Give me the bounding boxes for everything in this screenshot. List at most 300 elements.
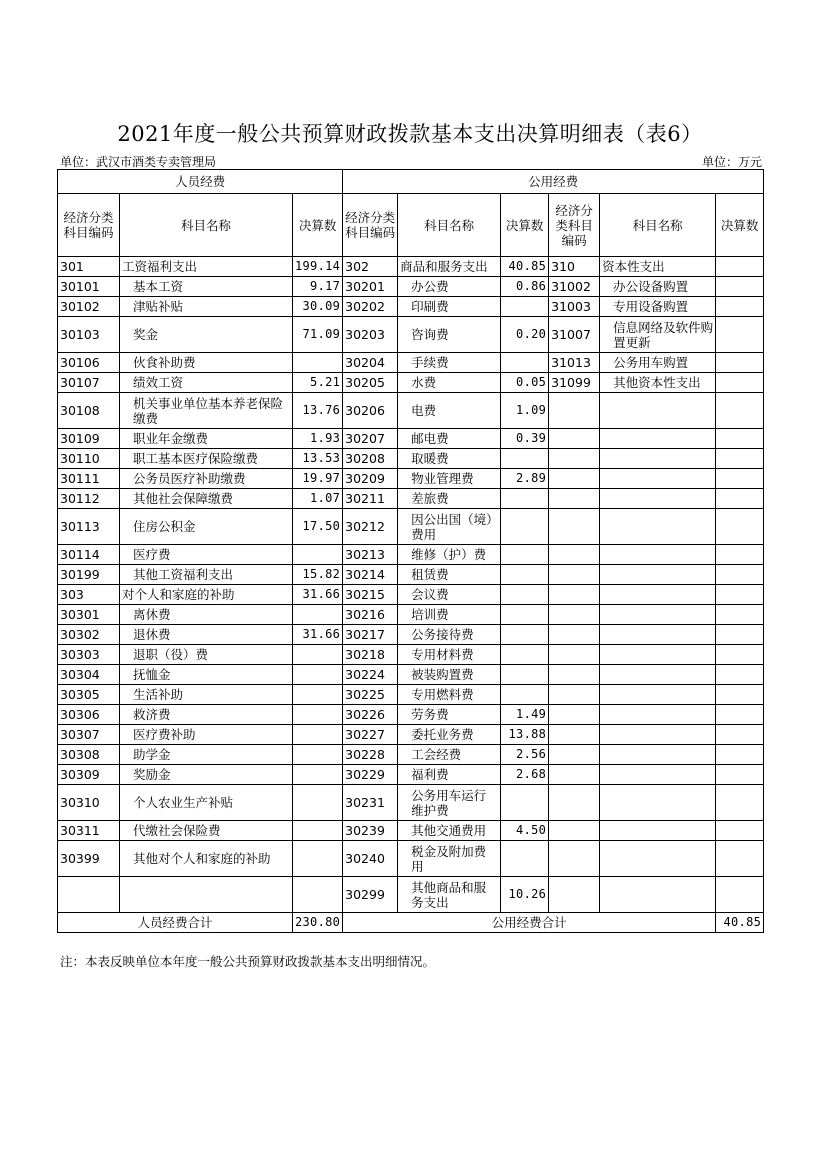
- code-cell: 30303: [58, 645, 120, 665]
- code-cell: 30107: [58, 373, 120, 393]
- name-cell: [600, 685, 716, 705]
- name-cell: 医疗费: [120, 545, 293, 565]
- col-header-code: 经济分类科目编码: [343, 194, 398, 257]
- name-cell: [600, 765, 716, 785]
- name-cell: 租赁费: [398, 565, 501, 585]
- code-cell: 30214: [343, 565, 398, 585]
- name-cell: 退休费: [120, 625, 293, 645]
- code-cell: [549, 489, 600, 509]
- name-cell: 其他资本性支出: [600, 373, 716, 393]
- col-header-name: 科目名称: [600, 194, 716, 257]
- table-row: [58, 665, 764, 685]
- amount-cell: [501, 353, 549, 373]
- code-cell: [549, 545, 600, 565]
- amount-unit: 单位：万元: [701, 155, 762, 169]
- code-cell: [549, 645, 600, 665]
- amount-cell: [293, 877, 343, 913]
- code-cell: 30399: [58, 841, 120, 877]
- code-cell: 30204: [343, 353, 398, 373]
- name-cell: 机关事业单位基本养老保险缴费: [120, 393, 293, 429]
- amount-cell: 1.93: [293, 429, 343, 449]
- amount-cell: [501, 509, 549, 545]
- name-cell: 培训费: [398, 605, 501, 625]
- code-cell: [549, 877, 600, 913]
- amount-cell: 4.50: [501, 821, 549, 841]
- name-cell: 其他对个人和家庭的补助: [120, 841, 293, 877]
- name-cell: 其他交通费用: [398, 821, 501, 841]
- name-cell: [600, 489, 716, 509]
- code-cell: [549, 429, 600, 449]
- code-cell: 30301: [58, 605, 120, 625]
- amount-cell: [501, 605, 549, 625]
- amount-cell: [716, 565, 764, 585]
- name-cell: 离休费: [120, 605, 293, 625]
- amount-cell: [293, 765, 343, 785]
- name-cell: [120, 877, 293, 913]
- code-cell: 30101: [58, 277, 120, 297]
- table-row: [58, 353, 764, 373]
- amount-cell: 13.88: [501, 725, 549, 745]
- name-cell: 专用燃料费: [398, 685, 501, 705]
- amount-cell: [716, 509, 764, 545]
- code-cell: 30113: [58, 509, 120, 545]
- name-cell: 助学金: [120, 745, 293, 765]
- col-header-name: 科目名称: [398, 194, 501, 257]
- table-row: [58, 545, 764, 565]
- code-cell: 30231: [343, 785, 398, 821]
- code-cell: 31013: [549, 353, 600, 373]
- amount-cell: 9.17: [293, 277, 343, 297]
- amount-cell: [716, 373, 764, 393]
- name-cell: [600, 665, 716, 685]
- name-cell: [600, 841, 716, 877]
- table-row: [58, 297, 764, 317]
- code-cell: [58, 877, 120, 913]
- amount-cell: [716, 725, 764, 745]
- group-public-header: 公用经费: [343, 170, 764, 194]
- amount-cell: 2.89: [501, 469, 549, 489]
- code-cell: 30304: [58, 665, 120, 685]
- code-cell: 30229: [343, 765, 398, 785]
- name-cell: 津贴补贴: [120, 297, 293, 317]
- amount-cell: [293, 821, 343, 841]
- name-cell: [600, 877, 716, 913]
- amount-cell: 1.49: [501, 705, 549, 725]
- name-cell: [600, 393, 716, 429]
- code-cell: 30308: [58, 745, 120, 765]
- name-cell: 其他工资福利支出: [120, 565, 293, 585]
- name-cell: [600, 605, 716, 625]
- code-cell: 31007: [549, 317, 600, 353]
- group-personnel-header: 人员经费: [58, 170, 343, 194]
- amount-cell: 1.07: [293, 489, 343, 509]
- amount-cell: 30.09: [293, 297, 343, 317]
- code-cell: 30224: [343, 665, 398, 685]
- name-cell: [600, 509, 716, 545]
- table-row: [58, 373, 764, 393]
- name-cell: 绩效工资: [120, 373, 293, 393]
- name-cell: 奖金: [120, 317, 293, 353]
- code-cell: [549, 705, 600, 725]
- code-cell: [549, 393, 600, 429]
- name-cell: 职业年金缴费: [120, 429, 293, 449]
- amount-cell: [716, 393, 764, 429]
- unit-label: 单位：武汉市酒类专卖管理局: [60, 155, 217, 169]
- table-row: [58, 625, 764, 645]
- public-total-label: 公用经费合计: [343, 913, 716, 933]
- table-row: [58, 565, 764, 585]
- table-row: [58, 393, 764, 429]
- name-cell: 工资福利支出: [120, 257, 293, 277]
- code-cell: [549, 605, 600, 625]
- name-cell: 因公出国（境）费用: [398, 509, 501, 545]
- code-cell: 30228: [343, 745, 398, 765]
- name-cell: [600, 645, 716, 665]
- code-cell: [549, 841, 600, 877]
- col-header-amount: 决算数: [716, 194, 764, 257]
- name-cell: [600, 625, 716, 645]
- table-row: [58, 317, 764, 353]
- name-cell: 手续费: [398, 353, 501, 373]
- amount-cell: [293, 725, 343, 745]
- amount-cell: [293, 605, 343, 625]
- amount-cell: 13.76: [293, 393, 343, 429]
- name-cell: 咨询费: [398, 317, 501, 353]
- code-cell: 31099: [549, 373, 600, 393]
- code-cell: [549, 585, 600, 605]
- amount-cell: [716, 685, 764, 705]
- amount-cell: [716, 745, 764, 765]
- amount-cell: [716, 765, 764, 785]
- name-cell: 办公设备购置: [600, 277, 716, 297]
- amount-cell: [501, 297, 549, 317]
- amount-cell: [716, 277, 764, 297]
- code-cell: [549, 821, 600, 841]
- amount-cell: 0.86: [501, 277, 549, 297]
- code-cell: 30112: [58, 489, 120, 509]
- amount-cell: 10.26: [501, 877, 549, 913]
- name-cell: [600, 585, 716, 605]
- code-cell: 30226: [343, 705, 398, 725]
- amount-cell: [501, 645, 549, 665]
- code-cell: 30205: [343, 373, 398, 393]
- name-cell: 其他商品和服务支出: [398, 877, 501, 913]
- amount-cell: [293, 645, 343, 665]
- public-total-amount: 40.85: [716, 913, 764, 933]
- expenditure-table: [57, 169, 764, 933]
- amount-cell: [501, 449, 549, 469]
- table-row: [58, 645, 764, 665]
- name-cell: 职工基本医疗保险缴费: [120, 449, 293, 469]
- amount-cell: [716, 585, 764, 605]
- amount-cell: [716, 429, 764, 449]
- name-cell: 专用设备购置: [600, 297, 716, 317]
- amount-cell: [716, 605, 764, 625]
- amount-cell: [293, 785, 343, 821]
- amount-cell: 17.50: [293, 509, 343, 545]
- code-cell: 30311: [58, 821, 120, 841]
- amount-cell: 31.66: [293, 625, 343, 645]
- code-cell: 31002: [549, 277, 600, 297]
- code-cell: [549, 625, 600, 645]
- name-cell: 商品和服务支出: [398, 257, 501, 277]
- amount-cell: 2.68: [501, 765, 549, 785]
- amount-cell: 13.53: [293, 449, 343, 469]
- amount-cell: 40.85: [501, 257, 549, 277]
- code-cell: 30227: [343, 725, 398, 745]
- name-cell: 取暖费: [398, 449, 501, 469]
- table-row: [58, 765, 764, 785]
- amount-cell: [716, 469, 764, 489]
- amount-cell: [716, 297, 764, 317]
- amount-cell: [501, 625, 549, 645]
- table-row: [58, 429, 764, 449]
- col-header-name: 科目名称: [120, 194, 293, 257]
- code-cell: [549, 745, 600, 765]
- amount-cell: [293, 705, 343, 725]
- code-cell: 30199: [58, 565, 120, 585]
- table-row: [58, 469, 764, 489]
- code-cell: 30106: [58, 353, 120, 373]
- amount-cell: 2.56: [501, 745, 549, 765]
- table-row: [58, 489, 764, 509]
- name-cell: 伙食补助费: [120, 353, 293, 373]
- code-cell: 30307: [58, 725, 120, 745]
- code-cell: [549, 785, 600, 821]
- table-row: [58, 821, 764, 841]
- amount-cell: [501, 841, 549, 877]
- amount-cell: 15.82: [293, 565, 343, 585]
- code-cell: 30203: [343, 317, 398, 353]
- code-cell: 30212: [343, 509, 398, 545]
- name-cell: 退职（役）费: [120, 645, 293, 665]
- name-cell: 公务用车购置: [600, 353, 716, 373]
- name-cell: 信息网络及软件购置更新: [600, 317, 716, 353]
- table-row: [58, 841, 764, 877]
- name-cell: 奖励金: [120, 765, 293, 785]
- amount-cell: 0.05: [501, 373, 549, 393]
- code-cell: 30309: [58, 765, 120, 785]
- name-cell: 差旅费: [398, 489, 501, 509]
- code-cell: [549, 685, 600, 705]
- amount-cell: [501, 489, 549, 509]
- amount-cell: 199.14: [293, 257, 343, 277]
- table-row: [58, 877, 764, 913]
- amount-cell: [501, 685, 549, 705]
- col-header-code: 经济分类科目编码: [549, 194, 600, 257]
- code-cell: [549, 449, 600, 469]
- name-cell: 专用材料费: [398, 645, 501, 665]
- code-cell: 30302: [58, 625, 120, 645]
- name-cell: 个人农业生产补贴: [120, 785, 293, 821]
- col-header-code: 经济分类科目编码: [58, 194, 120, 257]
- amount-cell: [716, 353, 764, 373]
- code-cell: 30239: [343, 821, 398, 841]
- name-cell: 办公费: [398, 277, 501, 297]
- amount-cell: [293, 841, 343, 877]
- name-cell: 工会经费: [398, 745, 501, 765]
- code-cell: 30208: [343, 449, 398, 469]
- code-cell: 30299: [343, 877, 398, 913]
- code-cell: 30306: [58, 705, 120, 725]
- amount-cell: [716, 625, 764, 645]
- name-cell: [600, 705, 716, 725]
- table-row: [58, 277, 764, 297]
- amount-cell: [501, 585, 549, 605]
- table-row: [58, 257, 764, 277]
- code-cell: 30206: [343, 393, 398, 429]
- amount-cell: [716, 257, 764, 277]
- page-title: 2021年度一般公共预算财政拨款基本支出决算明细表（表6）: [117, 122, 703, 146]
- name-cell: 生活补助: [120, 685, 293, 705]
- table-row: [58, 705, 764, 725]
- name-cell: 其他社会保障缴费: [120, 489, 293, 509]
- code-cell: 310: [549, 257, 600, 277]
- personnel-total-label: 人员经费合计: [58, 913, 293, 933]
- table-note: 注：本表反映单位本年度一般公共预算财政拨款基本支出明细情况。: [60, 954, 436, 969]
- amount-cell: [716, 665, 764, 685]
- name-cell: [600, 745, 716, 765]
- name-cell: 物业管理费: [398, 469, 501, 489]
- name-cell: 资本性支出: [600, 257, 716, 277]
- code-cell: [549, 509, 600, 545]
- code-cell: 30103: [58, 317, 120, 353]
- name-cell: 维修（护）费: [398, 545, 501, 565]
- amount-cell: [716, 877, 764, 913]
- code-cell: 30211: [343, 489, 398, 509]
- name-cell: 劳务费: [398, 705, 501, 725]
- name-cell: [600, 821, 716, 841]
- personnel-total-amount: 230.80: [293, 913, 343, 933]
- name-cell: [600, 545, 716, 565]
- name-cell: 水费: [398, 373, 501, 393]
- name-cell: 医疗费补助: [120, 725, 293, 745]
- code-cell: 30109: [58, 429, 120, 449]
- name-cell: 基本工资: [120, 277, 293, 297]
- code-cell: [549, 765, 600, 785]
- code-cell: 30108: [58, 393, 120, 429]
- col-header-amount: 决算数: [501, 194, 549, 257]
- table-row: [58, 605, 764, 625]
- name-cell: 电费: [398, 393, 501, 429]
- amount-cell: [501, 545, 549, 565]
- code-cell: [549, 469, 600, 489]
- name-cell: [600, 469, 716, 489]
- amount-cell: [716, 317, 764, 353]
- name-cell: 福利费: [398, 765, 501, 785]
- code-cell: 30216: [343, 605, 398, 625]
- code-cell: 303: [58, 585, 120, 605]
- code-cell: 30110: [58, 449, 120, 469]
- name-cell: [600, 429, 716, 449]
- name-cell: 被装购置费: [398, 665, 501, 685]
- code-cell: 30310: [58, 785, 120, 821]
- table-row: [58, 785, 764, 821]
- amount-cell: 1.09: [501, 393, 549, 429]
- name-cell: 对个人和家庭的补助: [120, 585, 293, 605]
- name-cell: 公务员医疗补助缴费: [120, 469, 293, 489]
- amount-cell: [716, 785, 764, 821]
- amount-cell: [293, 545, 343, 565]
- code-cell: 30114: [58, 545, 120, 565]
- name-cell: 印刷费: [398, 297, 501, 317]
- amount-cell: 0.39: [501, 429, 549, 449]
- amount-cell: [293, 745, 343, 765]
- amount-cell: [716, 645, 764, 665]
- code-cell: 30217: [343, 625, 398, 645]
- amount-cell: [501, 565, 549, 585]
- code-cell: 30209: [343, 469, 398, 489]
- code-cell: 30215: [343, 585, 398, 605]
- code-cell: 31003: [549, 297, 600, 317]
- code-cell: 30225: [343, 685, 398, 705]
- name-cell: 会议费: [398, 585, 501, 605]
- name-cell: 公务接待费: [398, 625, 501, 645]
- amount-cell: [716, 449, 764, 469]
- table-row: [58, 509, 764, 545]
- name-cell: [600, 725, 716, 745]
- table-row: [58, 585, 764, 605]
- code-cell: 30202: [343, 297, 398, 317]
- amount-cell: [716, 841, 764, 877]
- code-cell: 30305: [58, 685, 120, 705]
- name-cell: 公务用车运行维护费: [398, 785, 501, 821]
- code-cell: 302: [343, 257, 398, 277]
- table-row: [58, 449, 764, 469]
- amount-cell: [293, 665, 343, 685]
- amount-cell: 19.97: [293, 469, 343, 489]
- name-cell: 救济费: [120, 705, 293, 725]
- amount-cell: [293, 353, 343, 373]
- code-cell: 30240: [343, 841, 398, 877]
- col-header-amount: 决算数: [293, 194, 343, 257]
- code-cell: 30201: [343, 277, 398, 297]
- code-cell: [549, 565, 600, 585]
- amount-cell: 5.21: [293, 373, 343, 393]
- name-cell: 税金及附加费用: [398, 841, 501, 877]
- name-cell: 委托业务费: [398, 725, 501, 745]
- name-cell: 抚恤金: [120, 665, 293, 685]
- name-cell: 邮电费: [398, 429, 501, 449]
- amount-cell: [716, 705, 764, 725]
- code-cell: 30207: [343, 429, 398, 449]
- totals-row: [58, 913, 764, 933]
- amount-cell: [501, 785, 549, 821]
- code-cell: 301: [58, 257, 120, 277]
- name-cell: 住房公积金: [120, 509, 293, 545]
- table-row: [58, 725, 764, 745]
- amount-cell: 71.09: [293, 317, 343, 353]
- amount-cell: [716, 545, 764, 565]
- amount-cell: 0.20: [501, 317, 549, 353]
- amount-cell: [716, 489, 764, 509]
- name-cell: [600, 785, 716, 821]
- code-cell: [549, 665, 600, 685]
- code-cell: [549, 725, 600, 745]
- name-cell: [600, 565, 716, 585]
- name-cell: 代缴社会保险费: [120, 821, 293, 841]
- code-cell: 30102: [58, 297, 120, 317]
- name-cell: [600, 449, 716, 469]
- code-cell: 30111: [58, 469, 120, 489]
- amount-cell: [501, 665, 549, 685]
- amount-cell: [293, 685, 343, 705]
- code-cell: 30213: [343, 545, 398, 565]
- table-row: [58, 685, 764, 705]
- table-row: [58, 745, 764, 765]
- amount-cell: 31.66: [293, 585, 343, 605]
- code-cell: 30218: [343, 645, 398, 665]
